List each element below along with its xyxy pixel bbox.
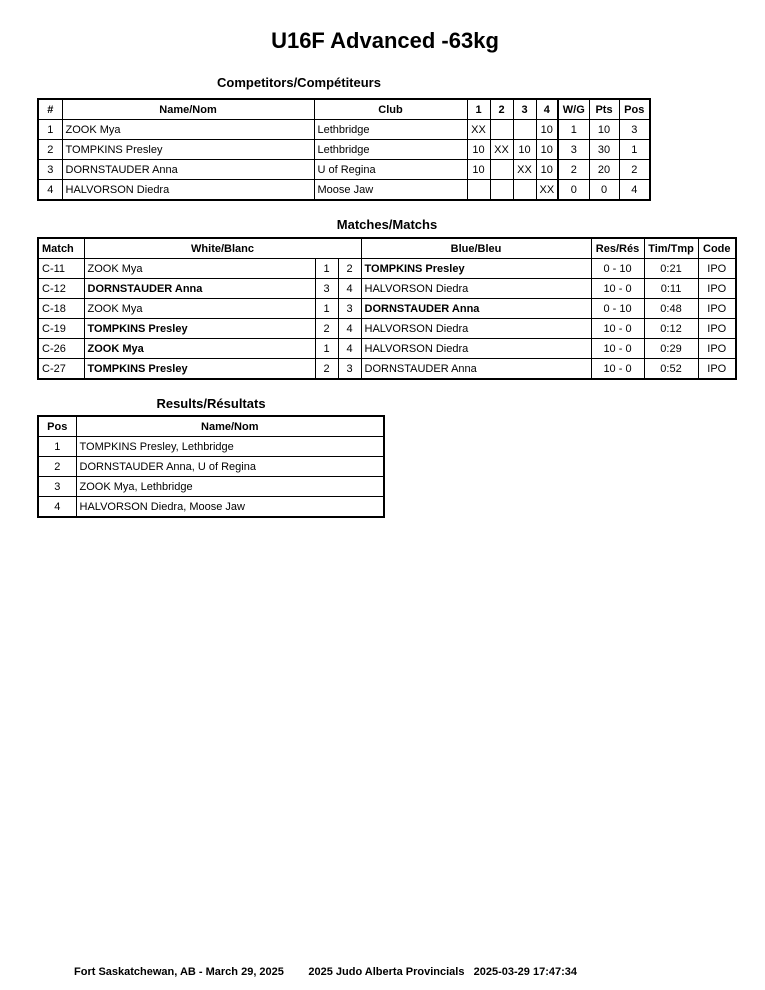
competitor-name: ZOOK Mya xyxy=(62,120,314,140)
col-header-code: Code xyxy=(698,238,736,259)
final-position: 4 xyxy=(619,180,650,201)
white-number: 2 xyxy=(315,359,338,380)
match-code: IPO xyxy=(698,339,736,359)
match-code: IPO xyxy=(698,359,736,380)
match-result: 10 - 0 xyxy=(591,359,644,380)
result-name: ZOOK Mya, Lethbridge xyxy=(76,477,384,497)
wins-count: 1 xyxy=(558,120,589,140)
competitor-name: HALVORSON Diedra xyxy=(62,180,314,201)
blue-number: 3 xyxy=(338,359,361,380)
match-time: 0:52 xyxy=(644,359,698,380)
round-2-score xyxy=(490,180,513,201)
result-name: HALVORSON Diedra, Moose Jaw xyxy=(76,497,384,518)
wins-count: 3 xyxy=(558,140,589,160)
footer-event: 2025 Judo Alberta Provincials xyxy=(308,966,465,978)
white-number: 1 xyxy=(315,259,338,279)
points-total: 0 xyxy=(589,180,619,201)
col-header-number: # xyxy=(38,99,62,120)
match-time: 0:29 xyxy=(644,339,698,359)
round-1-score xyxy=(467,180,490,201)
col-header-result: Res/Rés xyxy=(591,238,644,259)
round-2-score xyxy=(490,120,513,140)
match-id: C-12 xyxy=(38,279,84,299)
result-position: 2 xyxy=(38,457,76,477)
competitor-name: TOMPKINS Presley xyxy=(62,140,314,160)
result-name: TOMPKINS Presley, Lethbridge xyxy=(76,437,384,457)
blue-number: 4 xyxy=(338,319,361,339)
match-id: C-26 xyxy=(38,339,84,359)
blue-competitor: HALVORSON Diedra xyxy=(361,279,591,299)
match-row xyxy=(38,359,736,380)
match-row xyxy=(38,319,736,339)
white-number: 3 xyxy=(315,279,338,299)
points-total: 10 xyxy=(589,120,619,140)
results-heading: Results/Résultats xyxy=(156,396,266,411)
match-time: 0:21 xyxy=(644,259,698,279)
white-number: 2 xyxy=(315,319,338,339)
competitor-club: Lethbridge xyxy=(314,140,467,160)
match-id: C-19 xyxy=(38,319,84,339)
round-4-score: XX xyxy=(536,180,558,201)
competitors-table xyxy=(37,98,651,201)
match-code: IPO xyxy=(698,259,736,279)
competitor-club: Moose Jaw xyxy=(314,180,467,201)
blue-competitor: DORNSTAUDER Anna xyxy=(361,359,591,380)
competitor-row xyxy=(38,160,650,180)
match-row xyxy=(38,279,736,299)
round-3-score xyxy=(513,180,536,201)
competitor-row xyxy=(38,180,650,201)
white-competitor: ZOOK Mya xyxy=(84,299,315,319)
competitors-heading: Competitors/Compétiteurs xyxy=(217,75,381,90)
footer-location: Fort Saskatchewan, AB - March 29, 2025 xyxy=(74,966,284,978)
match-row xyxy=(38,259,736,279)
round-2-score xyxy=(490,160,513,180)
match-id: C-27 xyxy=(38,359,84,380)
col-header-club: Club xyxy=(314,99,467,120)
match-result: 0 - 10 xyxy=(591,259,644,279)
final-position: 2 xyxy=(619,160,650,180)
match-row xyxy=(38,339,736,359)
col-header-blue: Blue/Bleu xyxy=(361,238,591,259)
match-code: IPO xyxy=(698,279,736,299)
match-id: C-18 xyxy=(38,299,84,319)
competitor-number: 3 xyxy=(38,160,62,180)
col-header-pos: Pos xyxy=(38,416,76,437)
round-3-score: 10 xyxy=(513,140,536,160)
match-result: 10 - 0 xyxy=(591,279,644,299)
matches-table xyxy=(37,237,737,380)
white-number: 1 xyxy=(315,339,338,359)
col-header-white: White/Blanc xyxy=(84,238,361,259)
competitor-number: 1 xyxy=(38,120,62,140)
round-3-score: XX xyxy=(513,160,536,180)
result-row xyxy=(38,477,384,497)
competitor-club: Lethbridge xyxy=(314,120,467,140)
col-header-position: Pos xyxy=(619,99,650,120)
result-row xyxy=(38,497,384,518)
col-header-round-1: 1 xyxy=(467,99,490,120)
result-position: 1 xyxy=(38,437,76,457)
blue-competitor: HALVORSON Diedra xyxy=(361,339,591,359)
blue-number: 3 xyxy=(338,299,361,319)
white-competitor: TOMPKINS Presley xyxy=(84,319,315,339)
match-time: 0:11 xyxy=(644,279,698,299)
match-result: 10 - 0 xyxy=(591,339,644,359)
competitor-row xyxy=(38,140,650,160)
page-title: U16F Advanced -63kg xyxy=(271,28,499,53)
result-position: 3 xyxy=(38,477,76,497)
round-1-score: 10 xyxy=(467,160,490,180)
competitor-number: 4 xyxy=(38,180,62,201)
col-header-round-3: 3 xyxy=(513,99,536,120)
result-position: 4 xyxy=(38,497,76,518)
blue-competitor: DORNSTAUDER Anna xyxy=(361,299,591,319)
blue-number: 4 xyxy=(338,279,361,299)
blue-number: 4 xyxy=(338,339,361,359)
col-header-name: Name/Nom xyxy=(62,99,314,120)
match-time: 0:12 xyxy=(644,319,698,339)
results-table xyxy=(37,415,385,518)
round-2-score: XX xyxy=(490,140,513,160)
competitor-row xyxy=(38,120,650,140)
result-row xyxy=(38,437,384,457)
page-footer xyxy=(74,966,577,978)
match-result: 0 - 10 xyxy=(591,299,644,319)
round-1-score: XX xyxy=(467,120,490,140)
wins-count: 2 xyxy=(558,160,589,180)
round-4-score: 10 xyxy=(536,160,558,180)
blue-competitor: TOMPKINS Presley xyxy=(361,259,591,279)
competitor-name: DORNSTAUDER Anna xyxy=(62,160,314,180)
blue-number: 2 xyxy=(338,259,361,279)
round-3-score xyxy=(513,120,536,140)
competitor-number: 2 xyxy=(38,140,62,160)
match-time: 0:48 xyxy=(644,299,698,319)
matches-heading: Matches/Matchs xyxy=(336,217,438,232)
col-header-round-4: 4 xyxy=(536,99,558,120)
col-header-time: Tim/Tmp xyxy=(644,238,698,259)
result-row xyxy=(38,457,384,477)
points-total: 30 xyxy=(589,140,619,160)
col-header-wins: W/G xyxy=(558,99,589,120)
col-header-round-2: 2 xyxy=(490,99,513,120)
final-position: 1 xyxy=(619,140,650,160)
match-result: 10 - 0 xyxy=(591,319,644,339)
wins-count: 0 xyxy=(558,180,589,201)
col-header-match: Match xyxy=(38,238,84,259)
competitor-club: U of Regina xyxy=(314,160,467,180)
final-position: 3 xyxy=(619,120,650,140)
white-competitor: TOMPKINS Presley xyxy=(84,359,315,380)
match-code: IPO xyxy=(698,299,736,319)
match-id: C-11 xyxy=(38,259,84,279)
round-1-score: 10 xyxy=(467,140,490,160)
blue-competitor: HALVORSON Diedra xyxy=(361,319,591,339)
col-header-points: Pts xyxy=(589,99,619,120)
footer-timestamp: 2025-03-29 17:47:34 xyxy=(473,966,577,978)
white-competitor: ZOOK Mya xyxy=(84,259,315,279)
round-4-score: 10 xyxy=(536,140,558,160)
match-code: IPO xyxy=(698,319,736,339)
points-total: 20 xyxy=(589,160,619,180)
white-competitor: DORNSTAUDER Anna xyxy=(84,279,315,299)
round-4-score: 10 xyxy=(536,120,558,140)
white-number: 1 xyxy=(315,299,338,319)
col-header-name: Name/Nom xyxy=(76,416,384,437)
white-competitor: ZOOK Mya xyxy=(84,339,315,359)
result-name: DORNSTAUDER Anna, U of Regina xyxy=(76,457,384,477)
match-row xyxy=(38,299,736,319)
